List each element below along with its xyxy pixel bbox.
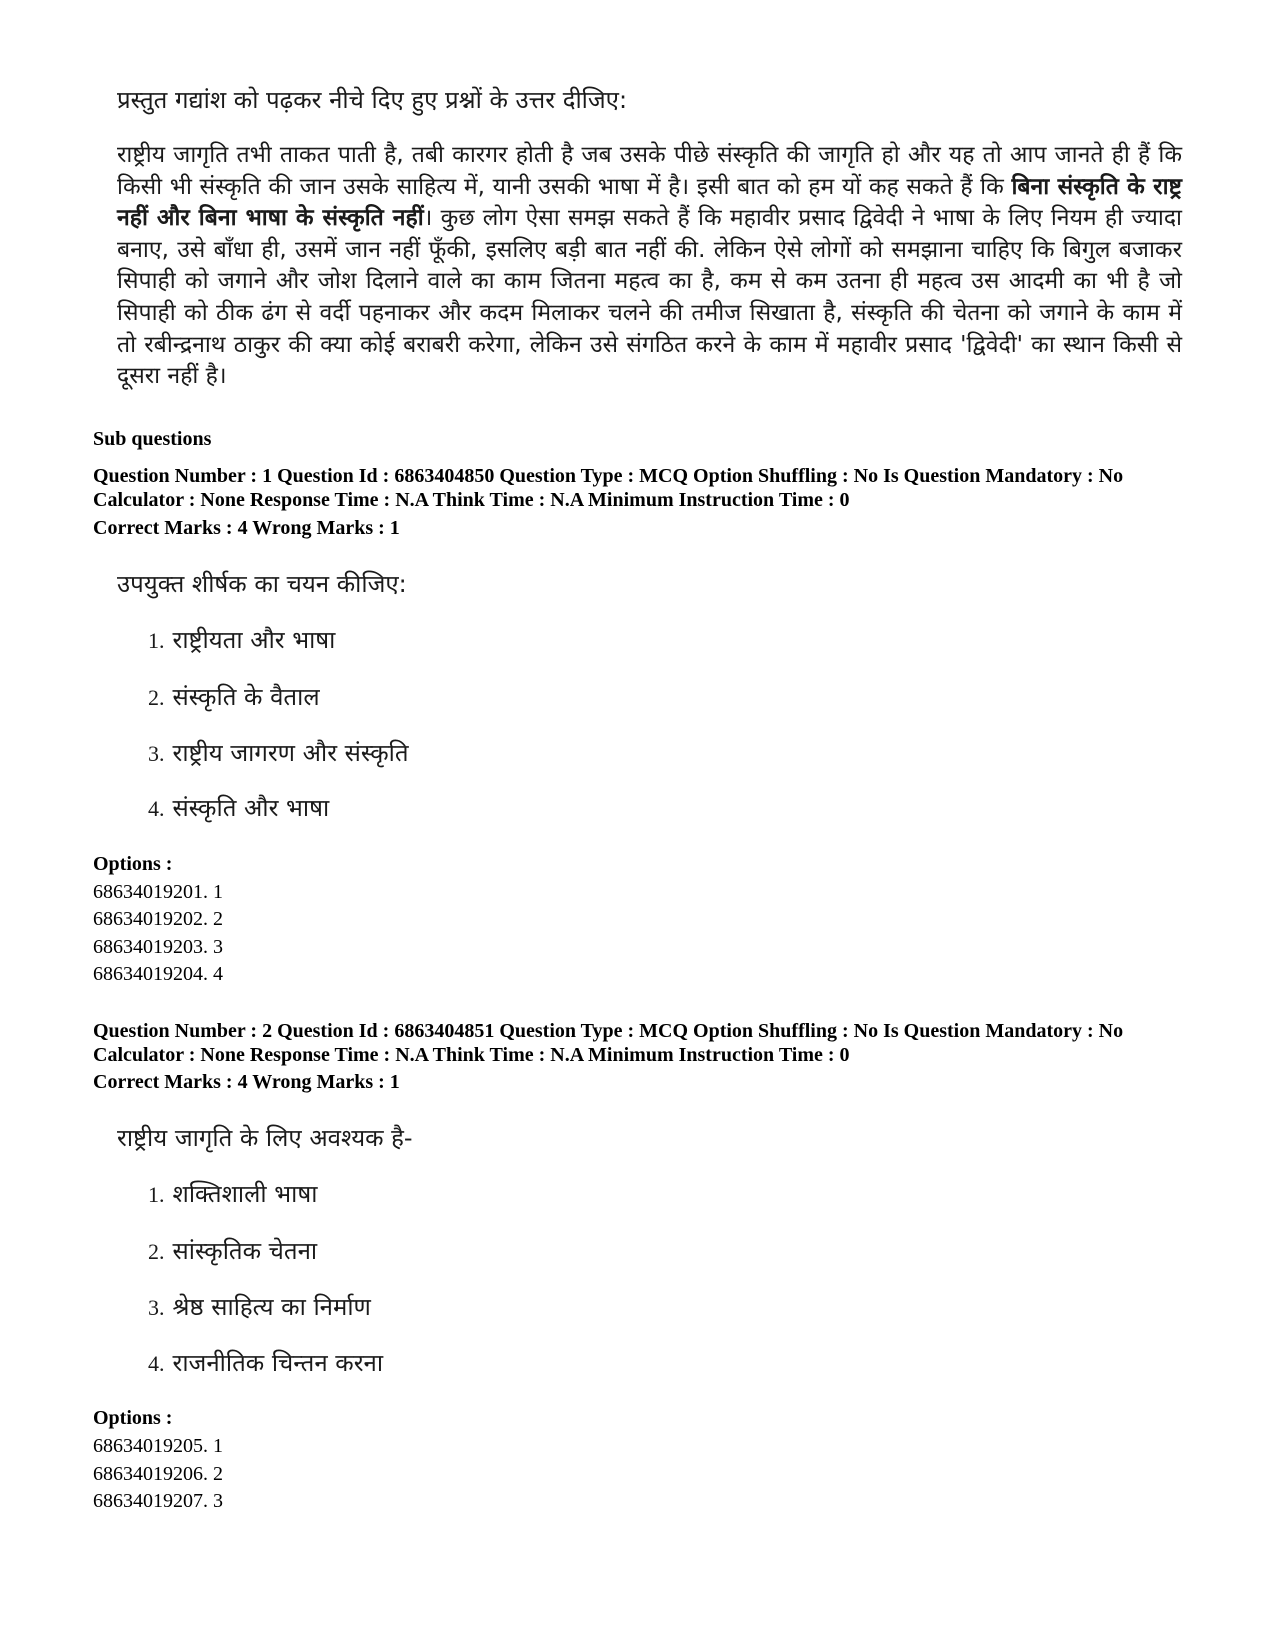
choice-text: संस्कृति के वैताल <box>172 683 320 711</box>
choice-text: सांस्कृतिक चेतना <box>172 1237 318 1265</box>
passage-text-part2: । कुछ लोग ऐसा समझ सकते हैं कि महावीर प्रसाद द्विवेदी ने भाषा के लिए नियम ही ज्यादा बनाए, उसे बाँधा ही, उसमें जान नहीं फूँकी, इसलिए बड़ी बात नहीं की. लेकिन ऐसे लोगों को समझाना चाहिए कि बिगुल बजाकर सिपाही को जगाने और जोश दिलाने वाले का काम जितना महत्व का है, कम से कम उतना ही महत्व उस आदमी का भी है जो सिपाही को ठीक ढंग से वर्दी पहनाकर और कदम मिलाकर चलने की तमीज सिखाता है, संस्कृति की चेतना को जगाने के काम में तो रबीन्द्रनाथ ठाकुर की क्या कोई बराबरी करेगा, लेकिन उसे संगठित करने के काम में महावीर प्रसाद 'द्विवेदी' का स्थान किसी से दूसरा नहीं है। <box>117 205 1182 390</box>
question-1-option-1: 68634019201. 1 <box>93 881 223 903</box>
question-1-stem: उपयुक्त शीर्षक का चयन कीजिए: <box>117 570 407 598</box>
question-1-meta-line2: Calculator : None Response Time : N.A Think Time : N.A Minimum Instruction Time : 0 <box>93 489 850 511</box>
choice-number: 3. <box>148 741 165 766</box>
passage-text-bold: बिना संस्कृति के राष्ट्र नहीं और बिना भाषा के संस्कृति नहीं <box>117 173 1182 232</box>
question-2-stem: राष्ट्रीय जागृति के लिए अवश्यक है- <box>117 1124 413 1152</box>
question-1-choice-3 <box>148 737 409 770</box>
question-1-option-3: 68634019203. 3 <box>93 936 223 958</box>
question-2-choice-3 <box>148 1291 371 1324</box>
passage-instruction: प्रस्तुत गद्यांश को पढ़कर नीचे दिए हुए प्रश्नों के उत्तर दीजिए: <box>117 86 628 114</box>
question-2-option-3: 68634019207. 3 <box>93 1490 223 1512</box>
choice-text: राष्ट्रीय जागरण और संस्कृति <box>172 739 409 767</box>
passage-text-part1: राष्ट्रीय जागृति तभी ताकत पाती है, तबी कारगर होती है जब उसके पीछे संस्कृति की जागृति हो और यह तो आप जानते ही हैं कि किसी भी संस्कृति की जान उसके साहित्य में, यानी उसकी भाषा में है। इसी बात को हम यों कह सकते हैं कि <box>117 142 1182 200</box>
question-1-marks: Correct Marks : 4 Wrong Marks : 1 <box>93 517 400 539</box>
question-1-choice-1 <box>148 624 335 657</box>
choice-text: राष्ट्रीयता और भाषा <box>172 626 336 654</box>
choice-number: 4. <box>148 796 165 821</box>
choice-number: 1. <box>148 628 165 653</box>
choice-text: शक्तिशाली भाषा <box>172 1180 318 1208</box>
question-1-meta <box>93 464 1203 512</box>
choice-number: 4. <box>148 1351 165 1376</box>
question-1-choice-4 <box>148 792 329 825</box>
question-2-meta <box>93 1019 1203 1067</box>
question-2-options-label: Options : <box>93 1407 173 1429</box>
question-2-choice-2 <box>148 1235 317 1268</box>
question-2-option-1: 68634019205. 1 <box>93 1435 223 1457</box>
question-1-option-2: 68634019202. 2 <box>93 908 223 930</box>
choice-number: 1. <box>148 1182 165 1207</box>
question-2-option-2: 68634019206. 2 <box>93 1463 223 1485</box>
choice-number: 2. <box>148 685 165 710</box>
choice-text: श्रेष्ठ साहित्य का निर्माण <box>172 1293 371 1321</box>
question-2-meta-line1: Question Number : 2 Question Id : 6863404851 Question Type : MCQ Option Shuffling : No Is Question Mandatory : No <box>93 1020 1124 1042</box>
question-2-choice-4 <box>148 1347 383 1380</box>
sub-questions-heading: Sub questions <box>93 428 212 450</box>
question-1-options-label: Options : <box>93 853 173 875</box>
question-2-marks: Correct Marks : 4 Wrong Marks : 1 <box>93 1071 400 1093</box>
choice-text: राजनीतिक चिन्तन करना <box>172 1349 384 1377</box>
passage-text <box>117 140 1182 393</box>
choice-number: 3. <box>148 1295 165 1320</box>
question-1-meta-line1: Question Number : 1 Question Id : 6863404850 Question Type : MCQ Option Shuffling : No Is Question Mandatory : No <box>93 465 1124 487</box>
question-1-choice-2 <box>148 681 320 714</box>
question-1-option-4: 68634019204. 4 <box>93 963 223 985</box>
choice-text: संस्कृति और भाषा <box>172 794 330 822</box>
question-2-meta-line2: Calculator : None Response Time : N.A Think Time : N.A Minimum Instruction Time : 0 <box>93 1044 850 1066</box>
choice-number: 2. <box>148 1239 165 1264</box>
question-2-choice-1 <box>148 1178 317 1211</box>
